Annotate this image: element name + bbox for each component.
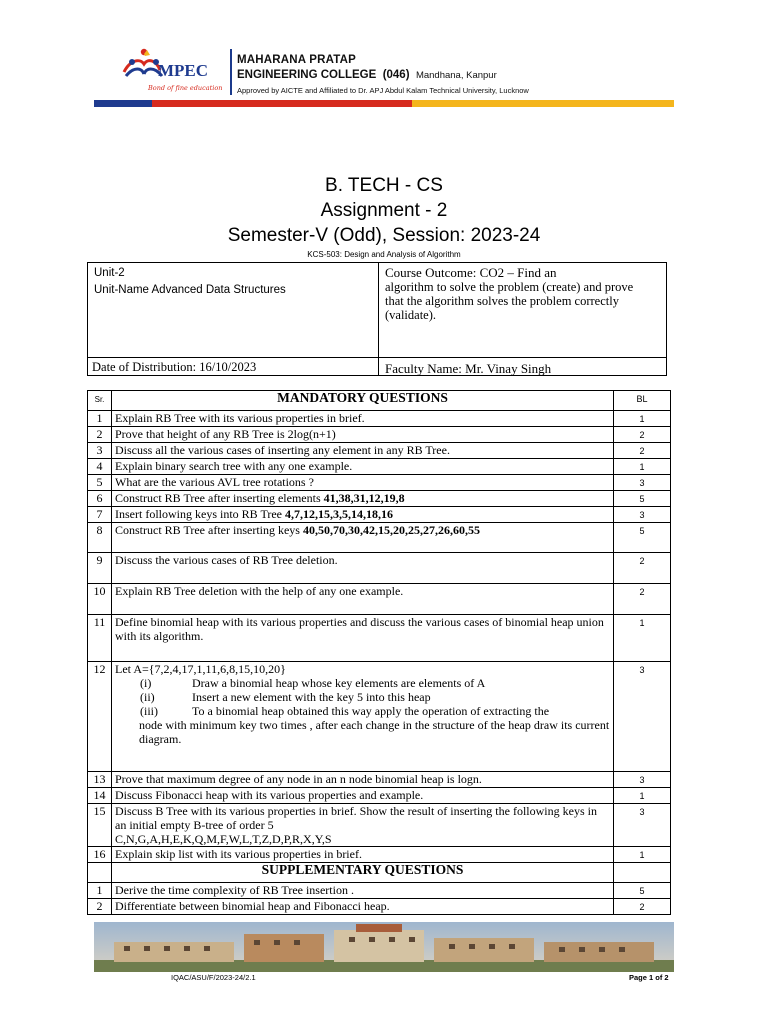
info-divider-horizontal [88,357,666,358]
sub-question-number: (iii) [140,704,158,718]
question-number-cell [88,553,112,584]
question-text-cell [112,899,614,915]
section-title: SUPPLEMENTARY QUESTIONS [261,862,464,877]
bloom-level-cell [614,491,671,507]
bloom-level: 5 [639,526,645,536]
sr-header: Sr. [94,395,105,404]
bloom-level-cell [614,615,671,662]
bloom-level: 3 [639,665,645,675]
question-row [88,411,671,427]
question-text: Explain RB Tree deletion with the help of any one example. [115,584,404,598]
question-text-cell [112,883,614,899]
question-row [88,491,671,507]
question-text: Let A={7,2,4,17,1,11,6,8,15,10,20} [115,662,286,676]
bloom-level: 1 [639,850,645,860]
college-location: Mandhana, Kanpur [415,70,497,81]
sr-header-cell [88,863,112,883]
sub-question-number: (ii) [140,690,155,704]
question-text-cell [112,772,614,788]
sr-header-cell [88,391,112,411]
questions-table [87,390,671,915]
question-row [88,883,671,899]
question-number: 6 [96,491,103,505]
question-text: Differentiate between binomial heap and Fibonacci heap. [115,899,390,913]
question-text: Discuss B Tree with its various properties in brief. Show the result of inserting the following keys in an initial empty B-tree of order 5 [115,804,597,832]
question-number: 5 [96,475,103,489]
bloom-level-cell [614,507,671,523]
bloom-level: 3 [639,775,645,785]
bloom-level-cell [614,662,671,772]
question-number: 2 [96,899,103,913]
question-text-cell [112,491,614,507]
program-title: B. TECH - CS [325,175,443,196]
question-row [88,788,671,804]
bloom-level-cell [614,847,671,863]
question-row [88,459,671,475]
bloom-level: 5 [639,886,645,896]
question-number-cell [88,772,112,788]
question-keys: 4,7,12,15,3,5,14,18,16 [285,507,393,521]
question-text: Discuss Fibonacci heap with its various properties and example. [115,788,424,802]
question-number: 1 [96,411,103,425]
header-divider [230,49,232,95]
bloom-level-cell [614,443,671,459]
question-text-cell [112,584,614,615]
question-number-cell [88,615,112,662]
question-row [88,507,671,523]
question-text: Explain skip list with its various properties in brief. [115,847,362,861]
logo-wordmark: MPEC [158,61,209,80]
question-number: 14 [93,788,106,802]
question-number: 1 [96,883,103,897]
question-row [88,443,671,459]
question-text: Discuss the various cases of RB Tree deletion. [115,553,338,567]
question-row [88,847,671,863]
question-number: 11 [93,615,106,629]
question-keys: C,N,G,A,H,E,K,Q,M,F,W,L,T,Z,D,P,R,X,Y,S [115,832,332,846]
section-title-cell [112,863,614,883]
question-number-cell [88,443,112,459]
question-text-cell [112,804,614,847]
question-row [88,772,671,788]
question-text: Explain binary search tree with any one example. [115,459,353,473]
question-number-cell [88,491,112,507]
unit-name: Unit-Name Advanced Data Structures [94,284,286,296]
question-number-cell [88,804,112,847]
bloom-level-cell [614,772,671,788]
question-number: 15 [93,804,106,818]
question-number: 7 [96,507,103,521]
question-number-cell [88,459,112,475]
bloom-level-cell [614,788,671,804]
sub-question [115,690,610,704]
question-number-cell [88,899,112,915]
bloom-level: 2 [639,430,645,440]
sub-question-text: Insert a new element with the key 5 into this heap [192,690,431,704]
bloom-level-cell [614,523,671,553]
question-row [88,662,671,772]
question-number: 12 [93,662,106,676]
bl-header-cell [614,863,671,883]
bloom-level-cell [614,804,671,847]
question-keys: 41,38,31,12,19,8 [323,491,405,505]
bloom-level-cell [614,553,671,584]
question-number: 3 [96,443,103,457]
question-text: What are the various AVL tree rotations ? [115,475,314,489]
question-row [88,899,671,915]
college-line2: ENGINEERING COLLEGE [237,69,377,81]
bloom-level: 2 [639,587,645,597]
question-text: Discuss all the various cases of inserting any element in any RB Tree. [115,443,450,457]
question-text-cell [112,662,614,772]
question-text-cell [112,507,614,523]
question-text: Construct RB Tree after inserting elements [115,491,324,505]
question-row [88,804,671,847]
question-text-cell [112,847,614,863]
question-text-cell [112,523,614,553]
sub-question-text: Draw a binomial heap whose key elements are elements of A [192,676,486,690]
question-row [88,475,671,491]
bloom-level: 2 [639,446,645,456]
question-text: Insert following keys into RB Tree [115,507,285,521]
college-logo [118,46,230,96]
sub-question [115,704,610,718]
question-text: Derive the time complexity of RB Tree insertion . [115,883,354,897]
info-divider-vertical [378,263,379,376]
document-code: IQAC/ASU/F/2023-24/2.1 [171,973,256,982]
course-outcome-text: algorithm to solve the problem (create) and prove that the algorithm solves the problem correctly (validate). [385,280,634,322]
course-title: KCS-503: Design and Analysis of Algorithm [307,250,461,259]
section-title: MANDATORY QUESTIONS [277,390,448,405]
question-number: 4 [96,459,103,473]
bloom-level: 5 [639,494,645,504]
college-code: (046) [382,69,410,81]
supplementary-header-row [88,863,671,883]
bl-header: BL [636,394,648,404]
question-row [88,584,671,615]
question-number-cell [88,411,112,427]
bloom-level-cell [614,883,671,899]
bloom-level: 1 [639,618,645,628]
question-continuation: node with minimum key two times , after each change in the structure of the heap draw its current diagram. [139,718,610,746]
question-number-cell [88,427,112,443]
bloom-level: 1 [639,462,645,472]
mandatory-header-row [88,391,671,411]
course-outcome [385,266,655,322]
semester-title: Semester-V (Odd), Session: 2023-24 [227,225,541,246]
question-text-cell [112,475,614,491]
bloom-level: 3 [639,807,645,817]
question-text: Prove that height of any RB Tree is 2log(n+1) [115,427,336,441]
question-text-cell [112,788,614,804]
bloom-level: 1 [639,791,645,801]
question-number: 8 [96,523,103,537]
question-number-cell [88,507,112,523]
question-number: 13 [93,772,106,786]
sub-question [115,676,610,690]
bloom-level-cell [614,899,671,915]
question-number-cell [88,788,112,804]
question-row [88,427,671,443]
question-number-cell [88,584,112,615]
campus-image [94,922,674,972]
bl-header-cell [614,391,671,411]
question-number: 9 [96,553,103,567]
question-number: 2 [96,427,103,441]
question-text: Explain RB Tree with its various properties in brief. [115,411,365,425]
bloom-level-cell [614,411,671,427]
question-text-cell [112,459,614,475]
question-text: Define binomial heap with its various properties and discuss the various cases of binomial heap union with its algorithm. [115,615,604,643]
approval-text: Approved by AICTE and Affiliated to Dr. APJ Abdul Kalam Technical University, Lucknow [237,86,529,95]
sub-question-text: To a binomial heap obtained this way apply the operation of extracting the [192,704,550,718]
bloom-level: 3 [639,478,645,488]
question-row [88,523,671,553]
bloom-level: 2 [639,902,645,912]
assignment-title: Assignment - 2 [320,200,448,221]
question-row [88,553,671,584]
bloom-level: 2 [639,556,645,566]
question-text-cell [112,411,614,427]
question-text-cell [112,553,614,584]
header-color-band [94,100,674,107]
bloom-level: 3 [639,510,645,520]
question-row [88,615,671,662]
question-text-cell [112,427,614,443]
question-text: Prove that maximum degree of any node in an n node binomial heap is logn. [115,772,482,786]
date-of-distribution: Date of Distribution: 16/10/2023 [92,360,257,374]
info-box [87,262,667,376]
question-text-cell [112,443,614,459]
question-number-cell [88,475,112,491]
unit-label: Unit-2 [94,267,125,279]
question-number: 16 [93,847,106,861]
question-text: Construct RB Tree after inserting keys [115,523,303,537]
logo-tagline: Bond of fine education [148,84,223,92]
course-outcome-lead: Course Outcome: CO2 – Find an [385,265,557,280]
page-number: Page 1 of 2 [629,973,669,982]
question-number-cell [88,847,112,863]
question-keys: 40,50,70,30,42,15,20,25,27,26,60,55 [302,523,480,537]
college-subtitle [237,68,497,83]
bloom-level-cell [614,459,671,475]
question-number-cell [88,523,112,553]
bloom-level-cell [614,584,671,615]
bloom-level: 1 [639,414,645,424]
question-number: 10 [93,584,106,598]
question-text-cell [112,615,614,662]
question-number-cell [88,662,112,772]
bloom-level-cell [614,427,671,443]
section-title-cell [112,391,614,411]
college-name: MAHARANA PRATAP [237,54,357,66]
bloom-level-cell [614,475,671,491]
sub-question-number: (i) [140,676,152,690]
question-number-cell [88,883,112,899]
faculty-name: Faculty Name: Mr. Vinay Singh [385,361,552,376]
